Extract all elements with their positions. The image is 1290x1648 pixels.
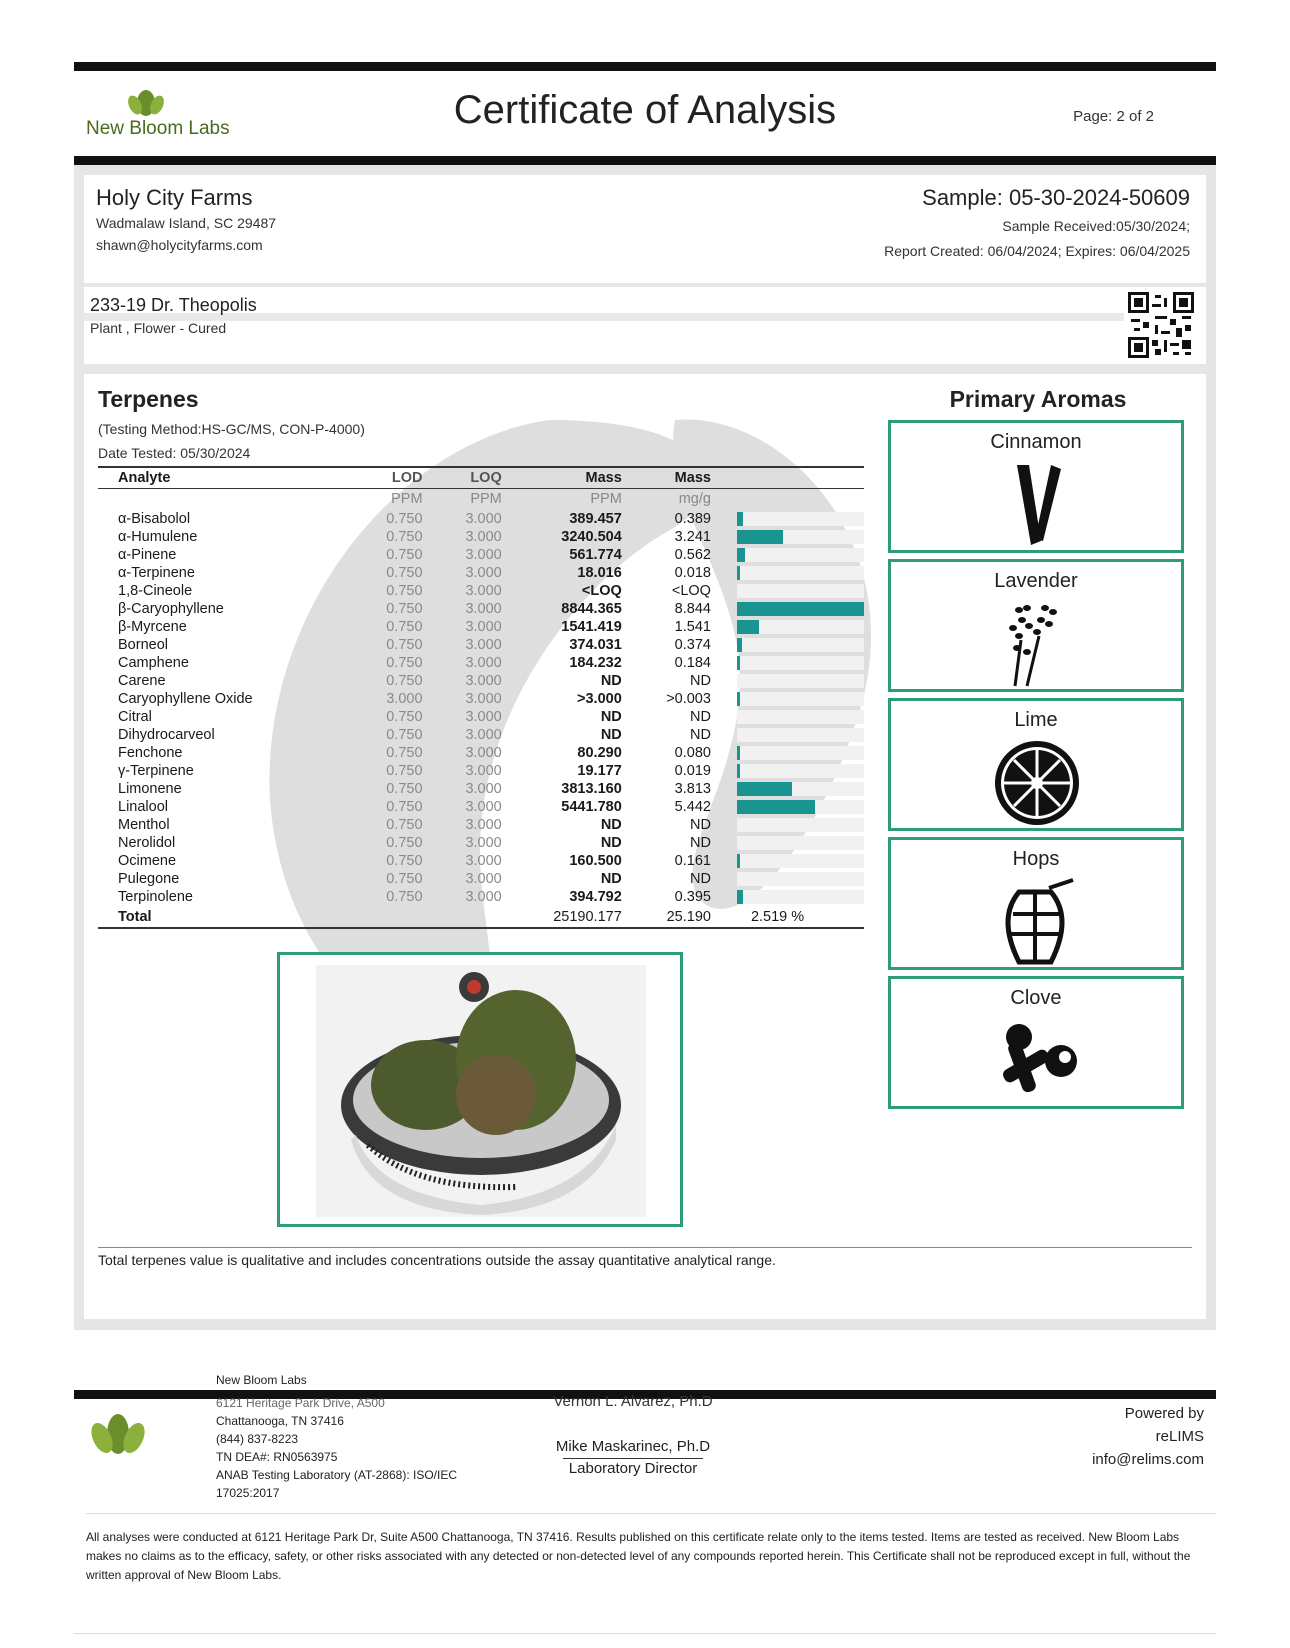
lavender-icon [989, 600, 1085, 688]
lod-value: 0.750 [386, 727, 423, 743]
table-row [98, 600, 864, 618]
table-row [98, 816, 864, 834]
loq-value: 3.000 [465, 511, 502, 527]
col-mass-ppm: Mass [502, 467, 622, 488]
lod-value: 0.750 [386, 799, 423, 815]
table-row [98, 528, 864, 546]
sample-image [316, 965, 646, 1217]
loq-value: 3.000 [465, 637, 502, 653]
powered-by-name: reLIMS [1155, 1428, 1204, 1445]
strain-name: 233-19 Dr. Theopolis [90, 295, 257, 315]
col-loq: LOQ [423, 467, 502, 488]
sample-matrix: Plant , Flower - Cured [90, 320, 227, 336]
loq-value: 3.000 [465, 853, 502, 869]
loq-value: 3.000 [465, 565, 502, 581]
cinnamon-icon [989, 461, 1085, 549]
lod-value: 0.750 [386, 673, 423, 689]
mass-ppm-value: ND [600, 835, 622, 851]
note-divider [98, 1247, 1192, 1248]
footer-accreditation-std: 17025:2017 [216, 1486, 280, 1500]
table-row [98, 564, 864, 582]
powered-by-email[interactable]: info@relims.com [1092, 1451, 1204, 1468]
mass-ppm-value: 18.016 [577, 565, 622, 581]
concentration-bar [737, 566, 740, 580]
header-rule [74, 156, 1216, 165]
col-mass-mg: Mass [622, 467, 711, 488]
mass-mg-value: ND [690, 673, 711, 689]
concentration-bar-track [737, 674, 864, 688]
footer-address-line: Chattanooga, TN 37416 [216, 1414, 344, 1428]
client-address: Wadmalaw Island, SC 29487 [96, 215, 277, 231]
mass-mg-value: 0.161 [674, 853, 711, 869]
lod-value: 0.750 [386, 547, 423, 563]
disclaimer-divider [86, 1513, 1216, 1514]
page-title: Certificate of Analysis [453, 88, 837, 132]
aroma-label: Lavender [994, 570, 1078, 592]
table-row [98, 546, 864, 564]
concentration-bar [737, 620, 759, 634]
concentration-bar-track [737, 530, 864, 544]
lod-value: 0.750 [386, 763, 423, 779]
concentration-bar-track [737, 746, 864, 760]
concentration-bar-track [737, 620, 864, 634]
table-row [98, 582, 864, 600]
qr-code-icon [1128, 292, 1194, 358]
analyte-name: Limonene [118, 781, 182, 797]
table-row [98, 690, 864, 708]
table-row [98, 888, 864, 906]
lod-value: 0.750 [386, 655, 423, 671]
report-dates: Report Created: 06/04/2024; Expires: 06/04/2025 [884, 243, 1190, 259]
concentration-bar [737, 548, 745, 562]
client-name: Holy City Farms [96, 185, 253, 210]
mass-mg-value: ND [690, 871, 711, 887]
loq-value: 3.000 [465, 601, 502, 617]
mass-ppm-value: 561.774 [569, 547, 622, 563]
mass-mg-value: 3.813 [674, 781, 711, 797]
analyte-name: Fenchone [118, 745, 183, 761]
mass-mg-value: 0.080 [674, 745, 711, 761]
analyte-name: Menthol [118, 817, 170, 833]
aroma-label: Lime [1014, 709, 1058, 731]
analyte-name: α-Terpinene [118, 565, 195, 581]
lod-value: 0.750 [386, 511, 423, 527]
aroma-label: Hops [1012, 848, 1060, 870]
loq-value: 3.000 [465, 889, 502, 905]
loq-value: 3.000 [465, 529, 502, 545]
analyte-name: Linalool [118, 799, 168, 815]
concentration-bar [737, 512, 743, 526]
mass-mg-value: 5.442 [674, 799, 711, 815]
sample-received-date: Sample Received:05/30/2024; [1002, 218, 1190, 234]
loq-value: 3.000 [465, 655, 502, 671]
mass-mg-value: 1.541 [674, 619, 711, 635]
mass-ppm-value: ND [600, 727, 622, 743]
lod-value: 3.000 [386, 691, 423, 707]
col-lod: LOD [361, 467, 423, 488]
aroma-card-lime [888, 698, 1184, 831]
mass-ppm-value: 1541.419 [561, 619, 622, 635]
concentration-bar-track [737, 890, 864, 904]
unit-lod: PPM [391, 491, 423, 508]
analyte-name: β-Myrcene [118, 619, 187, 635]
analyte-name: Citral [118, 709, 152, 725]
concentration-bar-track [737, 854, 864, 868]
loq-value: 3.000 [465, 583, 502, 599]
total-percent: 2.519 % [711, 906, 864, 928]
table-row [98, 744, 864, 762]
unit-analyte [98, 488, 361, 510]
loq-value: 3.000 [465, 781, 502, 797]
analyte-name: α-Bisabolol [118, 511, 191, 527]
aroma-label: Clove [1010, 987, 1062, 1009]
concentration-bar-track [737, 602, 864, 616]
concentration-bar [737, 692, 740, 706]
table-row [98, 726, 864, 744]
mass-mg-value: ND [690, 817, 711, 833]
loq-value: 3.000 [465, 763, 502, 779]
lod-value: 0.750 [386, 889, 423, 905]
lod-value: 0.750 [386, 817, 423, 833]
sample-photo [316, 965, 646, 1217]
lod-value: 0.750 [386, 583, 423, 599]
mass-mg-value: 0.018 [674, 565, 711, 581]
aroma-card-hops [888, 837, 1184, 970]
analyte-name: Ocimene [118, 853, 177, 869]
table-row [98, 672, 864, 690]
concentration-bar [737, 746, 740, 760]
analyte-name: Caryophyllene Oxide [118, 691, 253, 707]
table-row [98, 798, 864, 816]
mass-ppm-value: <LOQ [581, 583, 622, 599]
mass-mg-value: ND [690, 709, 711, 725]
concentration-bar [737, 782, 792, 796]
concentration-bar-track [737, 710, 864, 724]
mass-ppm-value: 3240.504 [561, 529, 622, 545]
loq-value: 3.000 [465, 835, 502, 851]
table-row [98, 510, 864, 528]
logo-text: New Bloom Labs [86, 118, 230, 139]
page-number: Page: 2 of 2 [1073, 108, 1154, 125]
unit-ppm: PPM [590, 491, 622, 508]
table-row [98, 618, 864, 636]
mass-mg-value: 0.184 [674, 655, 711, 671]
col-bar [711, 467, 864, 488]
disclaimer: All analyses were conducted at 6121 Heritage Park Dr, Suite A500 Chattanooga, TN 37416. Results published on this certificate relate only to the items tested. Items are tested as received. New Bloom Labs makes no claims as to the efficacy, safety, or other risks associated with any detected or non-detected level of any compounds reported herein. This Certificate shall not be reproduced except in full, without the written approval of New Bloom Labs. [86, 1530, 1191, 1582]
concentration-bar-track [737, 512, 864, 526]
footer-address-line: 6121 Heritage Park Drive, A500 [216, 1396, 385, 1410]
analyte-name: α-Pinene [118, 547, 177, 563]
concentration-bar [737, 530, 784, 544]
date-tested: Date Tested: 05/30/2024 [98, 445, 251, 461]
mass-ppm-value: 80.290 [577, 745, 622, 761]
footer-lab-name: New Bloom Labs [216, 1373, 307, 1387]
analyte-name: 1,8-Cineole [118, 583, 193, 599]
concentration-bar [737, 656, 740, 670]
analyte-name: α-Humulene [118, 529, 198, 545]
mass-mg-value: 0.395 [674, 889, 711, 905]
lod-value: 0.750 [386, 529, 423, 545]
concentration-bar-track [737, 818, 864, 832]
table-row [98, 834, 864, 852]
powered-by-label: Powered by [1124, 1405, 1204, 1422]
lod-value: 0.750 [386, 745, 423, 761]
aroma-card-clove [888, 976, 1184, 1109]
lod-value: 0.750 [386, 871, 423, 887]
lod-value: 0.750 [386, 565, 423, 581]
client-email: shawn@holycityfarms.com [96, 237, 263, 253]
table-row [98, 708, 864, 726]
mass-mg-value: 0.374 [674, 637, 711, 653]
analyte-name: Terpinolene [118, 889, 193, 905]
loq-value: 3.000 [465, 727, 502, 743]
concentration-bar-track [737, 548, 864, 562]
mass-ppm-value: 184.232 [569, 655, 622, 671]
col-analyte: Analyte [98, 467, 361, 488]
footer-dea: TN DEA#: RN0563975 [216, 1450, 338, 1464]
sample-photo-frame [277, 952, 683, 1227]
unit-mg: mg/g [678, 491, 711, 508]
concentration-bar-track [737, 566, 864, 580]
sample-id: Sample: 05-30-2024-50609 [922, 185, 1190, 210]
concentration-bar [737, 638, 742, 652]
terpenes-table [98, 466, 864, 929]
unit-loq: PPM [470, 491, 502, 508]
lod-value: 0.750 [386, 601, 423, 617]
analyte-name: Nerolidol [118, 835, 176, 851]
analyte-name: β-Caryophyllene [118, 601, 224, 617]
aromas-title: Primary Aromas [949, 386, 1127, 412]
mass-ppm-value: 8844.365 [561, 601, 622, 617]
loq-value: 3.000 [465, 619, 502, 635]
terpenes-note: Total terpenes value is qualitative and includes concentrations outside the assay quantitative analytical range. [98, 1252, 776, 1268]
total-ppm: 25190.177 [502, 906, 622, 928]
lod-value: 0.750 [386, 619, 423, 635]
hops-icon [989, 878, 1085, 966]
mass-mg-value: <LOQ [671, 583, 711, 599]
total-row [98, 906, 864, 928]
qr-code[interactable] [1128, 292, 1194, 358]
lod-value: 0.750 [386, 835, 423, 851]
signer-1: Vernon L. Alvarez, Ph.D [553, 1393, 713, 1410]
table-row [98, 852, 864, 870]
concentration-bar-track [737, 692, 864, 706]
concentration-bar-track [737, 836, 864, 850]
loq-value: 3.000 [465, 673, 502, 689]
footer-logo-icon [86, 1410, 150, 1462]
mass-ppm-value: 394.792 [569, 889, 622, 905]
concentration-bar [737, 764, 740, 778]
concentration-bar [737, 890, 743, 904]
table-row [98, 780, 864, 798]
concentration-bar [737, 854, 740, 868]
analyte-name: Camphene [118, 655, 189, 671]
lod-value: 0.750 [386, 781, 423, 797]
footer-accreditation: ANAB Testing Laboratory (AT-2868): ISO/IEC [216, 1468, 457, 1482]
mass-mg-value: >0.003 [666, 691, 711, 707]
terpenes-rows [98, 510, 864, 906]
concentration-bar-track [737, 638, 864, 652]
aroma-card-cinnamon [888, 420, 1184, 553]
lime-icon [989, 739, 1085, 827]
loq-value: 3.000 [465, 691, 502, 707]
table-row [98, 762, 864, 780]
loq-value: 3.000 [465, 709, 502, 725]
terpenes-title: Terpenes [98, 386, 199, 412]
mass-mg-value: 0.019 [674, 763, 711, 779]
signer-2: Mike Maskarinec, Ph.D [555, 1438, 711, 1455]
testing-method: (Testing Method:HS-GC/MS, CON-P-4000) [98, 421, 365, 437]
table-row [98, 654, 864, 672]
mass-mg-value: 0.562 [674, 547, 711, 563]
mass-mg-value: 8.844 [674, 601, 711, 617]
mass-ppm-value: ND [600, 673, 622, 689]
mass-ppm-value: ND [600, 817, 622, 833]
lod-value: 0.750 [386, 853, 423, 869]
mass-ppm-value: ND [600, 871, 622, 887]
loq-value: 3.000 [465, 547, 502, 563]
concentration-bar-track [737, 764, 864, 778]
analyte-name: Borneol [118, 637, 168, 653]
analyte-name: γ-Terpinene [118, 763, 194, 779]
aroma-card-lavender [888, 559, 1184, 692]
mass-mg-value: ND [690, 835, 711, 851]
mass-ppm-value: ND [600, 709, 622, 725]
concentration-bar [737, 800, 815, 814]
mass-ppm-value: 3813.160 [561, 781, 622, 797]
mass-ppm-value: 374.031 [569, 637, 622, 653]
loq-value: 3.000 [465, 745, 502, 761]
table-row [98, 636, 864, 654]
mass-ppm-value: >3.000 [577, 691, 622, 707]
mass-mg-value: 3.241 [674, 529, 711, 545]
signer-2-role: Laboratory Director [568, 1460, 698, 1477]
lod-value: 0.750 [386, 637, 423, 653]
concentration-bar-track [737, 800, 864, 814]
mass-ppm-value: 389.457 [569, 511, 622, 527]
concentration-bar-track [737, 656, 864, 670]
concentration-bar-track [737, 872, 864, 886]
signature-line [563, 1458, 703, 1459]
analyte-name: Carene [118, 673, 166, 689]
mass-ppm-value: 5441.780 [561, 799, 622, 815]
aroma-label: Cinnamon [990, 431, 1082, 453]
concentration-bar-track [737, 782, 864, 796]
footer-phone: (844) 837-8223 [216, 1432, 299, 1446]
concentration-bar-track [737, 584, 864, 598]
clove-icon [989, 1017, 1085, 1105]
total-mg: 25.190 [622, 906, 711, 928]
table-row [98, 870, 864, 888]
bottom-divider [74, 1633, 1216, 1634]
concentration-bar [737, 602, 864, 616]
mass-ppm-value: 160.500 [569, 853, 622, 869]
top-rule [74, 62, 1216, 71]
lod-value: 0.750 [386, 709, 423, 725]
concentration-bar-track [737, 728, 864, 742]
mass-ppm-value: 19.177 [577, 763, 622, 779]
loq-value: 3.000 [465, 799, 502, 815]
mass-mg-value: ND [690, 727, 711, 743]
analyte-name: Dihydrocarveol [118, 727, 215, 743]
mass-mg-value: 0.389 [674, 511, 711, 527]
loq-value: 3.000 [465, 871, 502, 887]
loq-value: 3.000 [465, 817, 502, 833]
total-label: Total [98, 906, 361, 928]
analyte-name: Pulegone [118, 871, 180, 887]
